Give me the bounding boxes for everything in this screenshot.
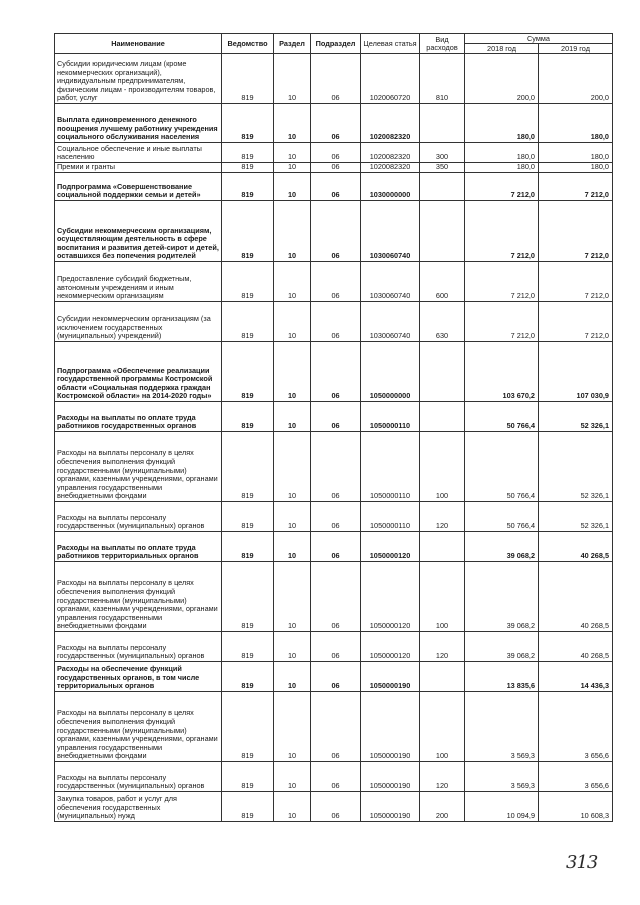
row-expense-type: 300 [420, 143, 465, 163]
row-sum-2018: 7 212,0 [465, 262, 539, 302]
row-target-article: 1050000120 [361, 532, 420, 562]
row-sum-2019: 180,0 [539, 104, 613, 143]
row-podrazdel: 06 [311, 54, 361, 104]
row-razdel: 10 [274, 502, 311, 532]
row-vedomstvo: 819 [222, 262, 274, 302]
row-sum-2019: 10 608,3 [539, 792, 613, 822]
row-expense-type: 120 [420, 632, 465, 662]
row-name: Расходы на выплаты по оплате труда работников территориальных органов [55, 532, 222, 562]
row-vedomstvo: 819 [222, 432, 274, 502]
row-name: Расходы на выплаты персоналу государственных (муниципальных) органов [55, 502, 222, 532]
row-target-article: 1050000190 [361, 762, 420, 792]
row-sum-2018: 200,0 [465, 54, 539, 104]
row-vedomstvo: 819 [222, 104, 274, 143]
row-sum-2019: 40 268,5 [539, 632, 613, 662]
row-vedomstvo: 819 [222, 342, 274, 402]
row-sum-2019: 14 436,3 [539, 662, 613, 692]
row-expense-type [420, 104, 465, 143]
row-podrazdel: 06 [311, 173, 361, 201]
row-name: Расходы на выплаты персоналу государственных (муниципальных) органов [55, 632, 222, 662]
row-target-article: 1050000120 [361, 562, 420, 632]
row-name: Предоставление субсидий бюджетным, автономным учреждениям и иным некоммерческим организациям [55, 262, 222, 302]
row-podrazdel: 06 [311, 163, 361, 173]
row-expense-type [420, 173, 465, 201]
row-razdel: 10 [274, 163, 311, 173]
budget-table [54, 33, 613, 822]
budget-table-sheet [54, 33, 612, 822]
row-sum-2019: 7 212,0 [539, 262, 613, 302]
table-row [55, 143, 613, 163]
row-podrazdel: 06 [311, 762, 361, 792]
row-name: Расходы на выплаты по оплате труда работников государственных органов [55, 402, 222, 432]
row-expense-type [420, 402, 465, 432]
row-razdel: 10 [274, 662, 311, 692]
row-name: Расходы на выплаты персоналу в целях обеспечения выполнения функций государственными (муниципальными) органами, казенными учреждениями, органами управления государственными внебюджетными фондами [55, 432, 222, 502]
table-row [55, 173, 613, 201]
row-expense-type: 100 [420, 432, 465, 502]
table-row [55, 502, 613, 532]
row-podrazdel: 06 [311, 502, 361, 532]
row-name: Выплата единовременного денежного поощрения лучшему работнику учреждения социального обслуживания населения [55, 104, 222, 143]
row-sum-2019: 3 656,6 [539, 692, 613, 762]
table-row [55, 201, 613, 262]
row-sum-2018: 7 212,0 [465, 173, 539, 201]
row-sum-2018: 10 094,9 [465, 792, 539, 822]
row-name: Подпрограмма «Обеспечение реализации государственной программы Костромской области «Социальная поддержка граждан Костромской области» на 2014-2020 годы» [55, 342, 222, 402]
row-expense-type [420, 201, 465, 262]
row-podrazdel: 06 [311, 532, 361, 562]
row-sum-2018: 103 670,2 [465, 342, 539, 402]
row-razdel: 10 [274, 143, 311, 163]
row-expense-type: 100 [420, 562, 465, 632]
row-target-article: 1030060740 [361, 302, 420, 342]
row-expense-type: 810 [420, 54, 465, 104]
row-razdel: 10 [274, 402, 311, 432]
row-sum-2018: 50 766,4 [465, 432, 539, 502]
row-vedomstvo: 819 [222, 562, 274, 632]
row-razdel: 10 [274, 762, 311, 792]
row-vedomstvo: 819 [222, 143, 274, 163]
col-header-name: Наименование [55, 34, 222, 54]
row-podrazdel: 06 [311, 143, 361, 163]
row-vedomstvo: 819 [222, 302, 274, 342]
row-sum-2018: 180,0 [465, 104, 539, 143]
row-razdel: 10 [274, 104, 311, 143]
row-target-article: 1050000190 [361, 692, 420, 762]
row-razdel: 10 [274, 54, 311, 104]
table-row [55, 532, 613, 562]
row-expense-type [420, 662, 465, 692]
row-expense-type: 350 [420, 163, 465, 173]
row-sum-2019: 40 268,5 [539, 532, 613, 562]
table-row [55, 692, 613, 762]
row-podrazdel: 06 [311, 432, 361, 502]
table-row [55, 632, 613, 662]
row-name: Субсидии юридическим лицам (кроме некоммерческих организаций), индивидуальным предпринимателям, физическим лицам - производителям товаров, работ, услуг [55, 54, 222, 104]
row-vedomstvo: 819 [222, 201, 274, 262]
row-sum-2019: 7 212,0 [539, 173, 613, 201]
row-sum-2019: 3 656,6 [539, 762, 613, 792]
row-podrazdel: 06 [311, 342, 361, 402]
row-razdel: 10 [274, 632, 311, 662]
row-razdel: 10 [274, 201, 311, 262]
table-row [55, 342, 613, 402]
row-target-article: 1050000190 [361, 792, 420, 822]
col-header-2018: 2018 год [465, 44, 539, 54]
row-target-article: 1050000110 [361, 402, 420, 432]
row-sum-2019: 40 268,5 [539, 562, 613, 632]
row-target-article: 1050000190 [361, 662, 420, 692]
row-sum-2018: 3 569,3 [465, 762, 539, 792]
row-name: Расходы на выплаты персоналу в целях обеспечения выполнения функций государственными (муниципальными) органами, казенными учреждениями, органами управления государственными внебюджетными фондами [55, 692, 222, 762]
col-header-vedomstvo: Ведомство [222, 34, 274, 54]
table-row [55, 662, 613, 692]
row-sum-2019: 7 212,0 [539, 302, 613, 342]
row-vedomstvo: 819 [222, 502, 274, 532]
row-razdel: 10 [274, 302, 311, 342]
row-podrazdel: 06 [311, 302, 361, 342]
row-target-article: 1050000000 [361, 342, 420, 402]
row-target-article: 1020082320 [361, 104, 420, 143]
table-row [55, 562, 613, 632]
row-podrazdel: 06 [311, 402, 361, 432]
row-sum-2018: 50 766,4 [465, 402, 539, 432]
row-name: Субсидии некоммерческим организациям, осуществляющим деятельность в сфере воспитания и развития детей-сирот и детей, оставшихся без попечения родителей [55, 201, 222, 262]
row-vedomstvo: 819 [222, 532, 274, 562]
row-target-article: 1020082320 [361, 143, 420, 163]
row-razdel: 10 [274, 792, 311, 822]
row-sum-2019: 7 212,0 [539, 201, 613, 262]
row-sum-2019: 200,0 [539, 54, 613, 104]
row-sum-2018: 3 569,3 [465, 692, 539, 762]
table-row [55, 262, 613, 302]
table-row [55, 104, 613, 143]
row-target-article: 1030060740 [361, 201, 420, 262]
row-target-article: 1050000110 [361, 502, 420, 532]
row-expense-type: 100 [420, 692, 465, 762]
row-sum-2018: 39 068,2 [465, 532, 539, 562]
row-target-article: 1050000120 [361, 632, 420, 662]
table-body [55, 54, 613, 822]
row-vedomstvo: 819 [222, 173, 274, 201]
row-sum-2018: 13 835,6 [465, 662, 539, 692]
col-header-expense-type: Вид расходов [420, 34, 465, 54]
row-vedomstvo: 819 [222, 792, 274, 822]
row-sum-2018: 39 068,2 [465, 632, 539, 662]
row-podrazdel: 06 [311, 104, 361, 143]
table-row [55, 762, 613, 792]
row-podrazdel: 06 [311, 262, 361, 302]
row-target-article: 1020082320 [361, 163, 420, 173]
row-sum-2019: 180,0 [539, 163, 613, 173]
row-razdel: 10 [274, 532, 311, 562]
row-podrazdel: 06 [311, 692, 361, 762]
col-header-razdel: Раздел [274, 34, 311, 54]
col-header-2019: 2019 год [539, 44, 613, 54]
row-sum-2018: 39 068,2 [465, 562, 539, 632]
row-razdel: 10 [274, 562, 311, 632]
row-podrazdel: 06 [311, 632, 361, 662]
row-podrazdel: 06 [311, 201, 361, 262]
row-podrazdel: 06 [311, 562, 361, 632]
row-name: Расходы на выплаты персоналу государственных (муниципальных) органов [55, 762, 222, 792]
row-sum-2019: 52 326,1 [539, 502, 613, 532]
row-vedomstvo: 819 [222, 662, 274, 692]
row-target-article: 1030060740 [361, 262, 420, 302]
col-header-podrazdel: Подраздел [311, 34, 361, 54]
row-name: Закупка товаров, работ и услуг для обеспечения государственных (муниципальных) нужд [55, 792, 222, 822]
row-sum-2019: 180,0 [539, 143, 613, 163]
table-row [55, 302, 613, 342]
row-sum-2018: 7 212,0 [465, 201, 539, 262]
row-razdel: 10 [274, 173, 311, 201]
row-target-article: 1050000110 [361, 432, 420, 502]
row-name: Премии и гранты [55, 163, 222, 173]
row-podrazdel: 06 [311, 792, 361, 822]
row-name: Подпрограмма «Совершенствование социальной поддержки семьи и детей» [55, 173, 222, 201]
table-row [55, 54, 613, 104]
row-podrazdel: 06 [311, 662, 361, 692]
row-vedomstvo: 819 [222, 54, 274, 104]
row-sum-2018: 180,0 [465, 163, 539, 173]
row-target-article: 1030000000 [361, 173, 420, 201]
row-razdel: 10 [274, 692, 311, 762]
row-sum-2018: 50 766,4 [465, 502, 539, 532]
row-name: Расходы на выплаты персоналу в целях обеспечения выполнения функций государственными (муниципальными) органами, казенными учреждениями, органами управления государственными внебюджетными фондами [55, 562, 222, 632]
table-row [55, 792, 613, 822]
row-expense-type [420, 532, 465, 562]
row-sum-2018: 7 212,0 [465, 302, 539, 342]
row-vedomstvo: 819 [222, 402, 274, 432]
row-sum-2019: 52 326,1 [539, 432, 613, 502]
col-header-target-article: Целевая статья [361, 34, 420, 54]
row-expense-type [420, 342, 465, 402]
page-number: 313 [566, 852, 598, 873]
row-name: Субсидии некоммерческим организациям (за исключением государственных (муниципальных) учреждений) [55, 302, 222, 342]
row-sum-2019: 52 326,1 [539, 402, 613, 432]
row-sum-2018: 180,0 [465, 143, 539, 163]
row-vedomstvo: 819 [222, 762, 274, 792]
row-expense-type: 120 [420, 762, 465, 792]
row-vedomstvo: 819 [222, 163, 274, 173]
row-expense-type: 200 [420, 792, 465, 822]
row-vedomstvo: 819 [222, 692, 274, 762]
row-razdel: 10 [274, 342, 311, 402]
table-row [55, 402, 613, 432]
row-name: Расходы на обеспечение функций государственных органов, в том числе территориальных органов [55, 662, 222, 692]
row-target-article: 1020060720 [361, 54, 420, 104]
row-expense-type: 630 [420, 302, 465, 342]
row-expense-type: 600 [420, 262, 465, 302]
header-row-1 [55, 34, 613, 44]
row-sum-2019: 107 030,9 [539, 342, 613, 402]
row-razdel: 10 [274, 432, 311, 502]
row-expense-type: 120 [420, 502, 465, 532]
table-row [55, 163, 613, 173]
table-row [55, 432, 613, 502]
col-header-sum: Сумма [465, 34, 613, 44]
row-vedomstvo: 819 [222, 632, 274, 662]
row-razdel: 10 [274, 262, 311, 302]
row-name: Социальное обеспечение и иные выплаты населению [55, 143, 222, 163]
